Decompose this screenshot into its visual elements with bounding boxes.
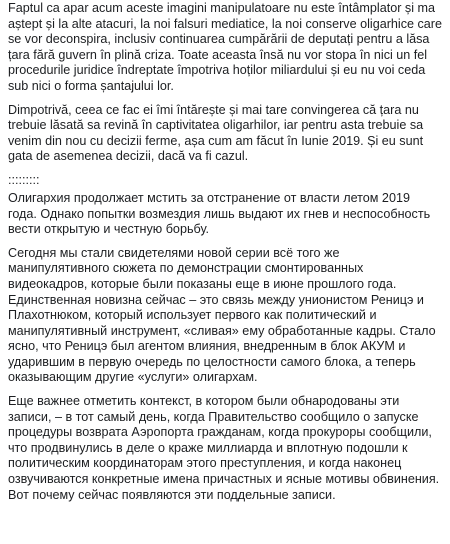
post-separator: :::::::::	[8, 172, 40, 187]
post-paragraph-ro-1: Faptul ca apar acum aceste imagini manipulatoare nu este întâmplator și ma aștept și la alte atacuri, la noi falsuri mediatice, la noi conserve oligarhice care se vor deconspira, inclusiv continuarea cumpărării de deputați pentru a lăsa țara fără guvern în plină criza. Toate aceasta însă nu vor stopa în nici un fel procedurile juridice îndreptate împotriva hoților miliardului și eu nu voi ceda sub nici o forma șantajului lor.	[8, 1, 443, 93]
post-paragraph-ro-2: Dimpotrivă, ceea ce fac ei îmi întărește și mai tare convingerea că țara nu trebuie lăsată sa revină în captivitatea oligarhilor, iar pentru asta trebuie sa venim din nou cu decizii ferme, așa cum am făcut în Iunie 2019. Și eu sunt gata de asemenea decizii, dacă va fi cazul.	[8, 102, 424, 164]
post-paragraph-ru-3: Еще важнее отметить контекст, в котором были обнародованы эти записи, – в тот самый день, когда Правительство сообщило о запуске процедуры возврата Аэропорта гражданам, когда прокуроры сообщили, что продвинулись в деле о краже миллиарда и вплотную подошли к политическим координаторам этого преступления, и когда наконец озвучиваются конкретные имена причастных и ясные мотивы обвинения. Вот почему сейчас появляются эти поддельные записи.	[8, 394, 440, 502]
post-paragraph-ru-1: Олигархия продолжает мстить за отстранение от власти летом 2019 года. Однако попытки возмездия лишь выдают их гнев и неспособность вести открытую и честную борьбу.	[8, 190, 431, 237]
post-text	[0, 1, 450, 503]
post-paragraph-ru-2: Сегодня мы стали свидетелями новой серии всё того же манипулятивного сюжета по демонстрации смонтированных видеокадров, которые были показаны еще в июне прошлого года. Единственная новизна сейчас – это связь между унионистом Реницэ и Плахотнюком, который использует первого как политический и манипулятивный инструмент, «сливая» ему обработанные кадры. Стало ясно, что Реницэ был агентом влияния, внедренным в блок АКУМ и ударившим в первую очередь по целостности самого блока, а теперь оказывающим другие «услуги» олигархам.	[8, 245, 436, 385]
